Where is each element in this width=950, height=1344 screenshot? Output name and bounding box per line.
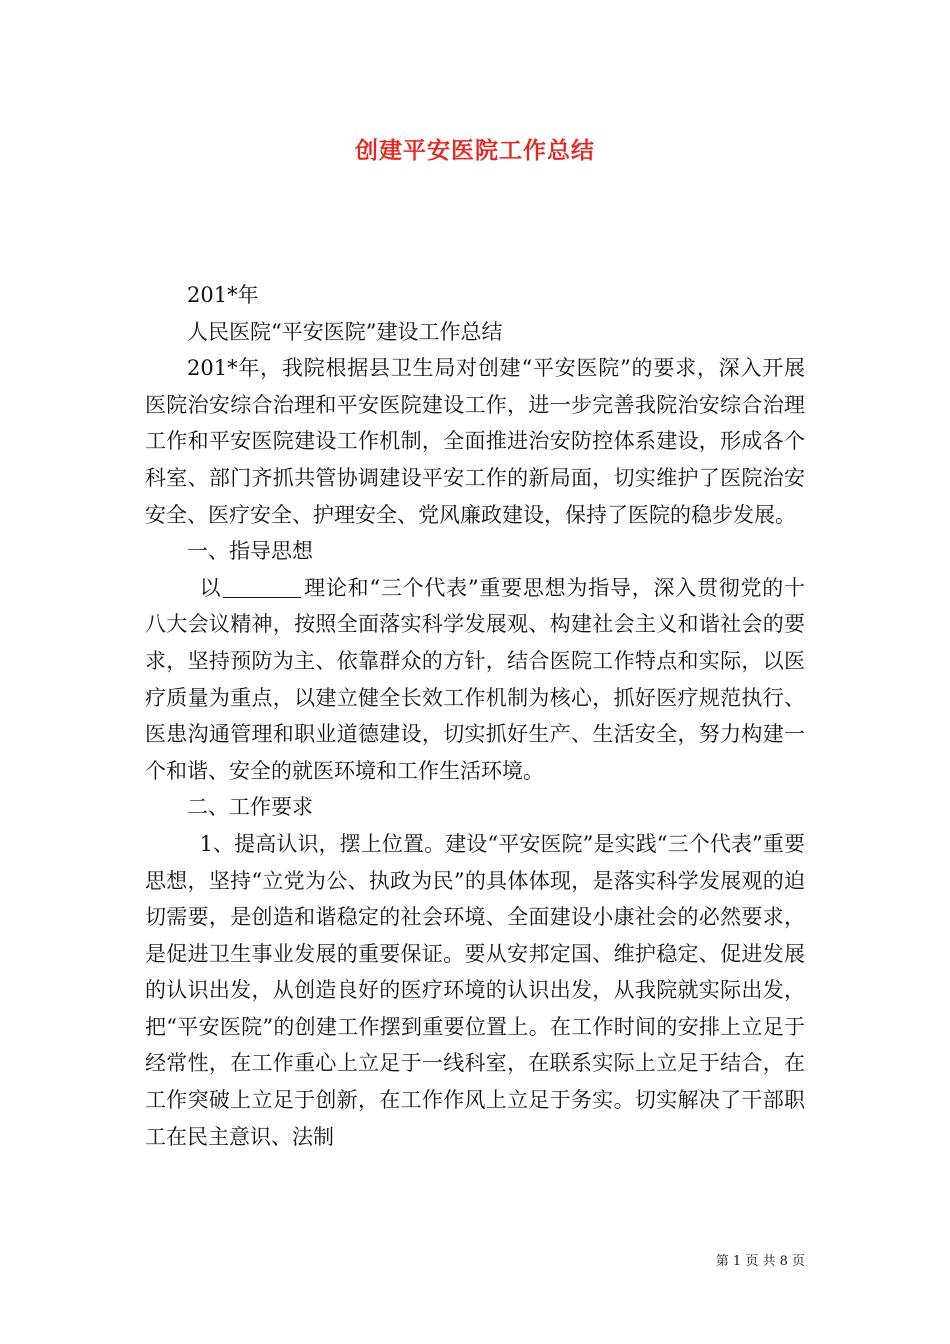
section-heading-requirements: 二、工作要求	[187, 795, 313, 820]
paragraph-requirements-1: 1、提高认识，摆上位置。建设“平安医院”是实践“三个代表”重要思想，坚持“立党为公、执政为民”的具体体现，是落实科学发展观的迫切需要，是创造和谐稳定的社会环境、全面建设小康社会的必然要求，是促进卫生事业发展的重要保证。要从安邦定国、维护稳定、促进发展的认识出发，从创造良好的医疗环境的认识出发，从我院就实际出发，把“平安医院”的创建工作摆到重要位置上。在工作时间的安排上立足于经常性，在工作重心上立足于一线科室，在联系实际上立足于结合，在工作突破上立足于创新，在工作作风上立足于务实。切实解决了干部职工在民主意识、法制	[145, 831, 805, 1149]
document-body	[145, 277, 805, 1155]
section-heading-guiding-thought: 一、指导思想	[187, 539, 313, 564]
document-title: 创建平安医院工作总结	[355, 137, 595, 164]
guiding-rest: 理论和“三个代表”重要思想为指导，深入贯彻党的十八大会议精神，按照全面落实科学发展观、构建社会主义和谐社会的要求，坚持预防为主、依靠群众的方针，结合医院工作特点和实际，以医疗质量为重点，以建立健全长效工作机制为核心，抓好医疗规范执行、医患沟通管理和职业道德建设，切实抓好生产、生活安全，努力构建一个和谐、安全的就医环境和工作生活环境。	[145, 575, 805, 783]
paragraph-intro: 201*年，我院根据县卫生局对创建“平安医院”的要求，深入开展医院治安综合治理和平安医院建设工作，进一步完善我院治安综合治理工作和平安医院建设工作机制，全面推进治安防控体系建设，形成各个科室、部门齐抓共管协调建设平安工作的新局面，切实维护了医院治安安全、医疗安全、护理安全、党风廉政建设，保持了医院的稳步发展。	[145, 356, 805, 527]
paragraph-subtitle: 人民医院“平安医院”建设工作总结	[187, 319, 503, 344]
page-number: 第 1 页 共 8 页	[715, 1254, 805, 1269]
paragraph-guiding-thought	[145, 570, 805, 790]
paragraph-year: 201*年	[187, 283, 259, 307]
guiding-prefix: 以	[199, 575, 222, 600]
fill-in-blank	[223, 576, 301, 598]
